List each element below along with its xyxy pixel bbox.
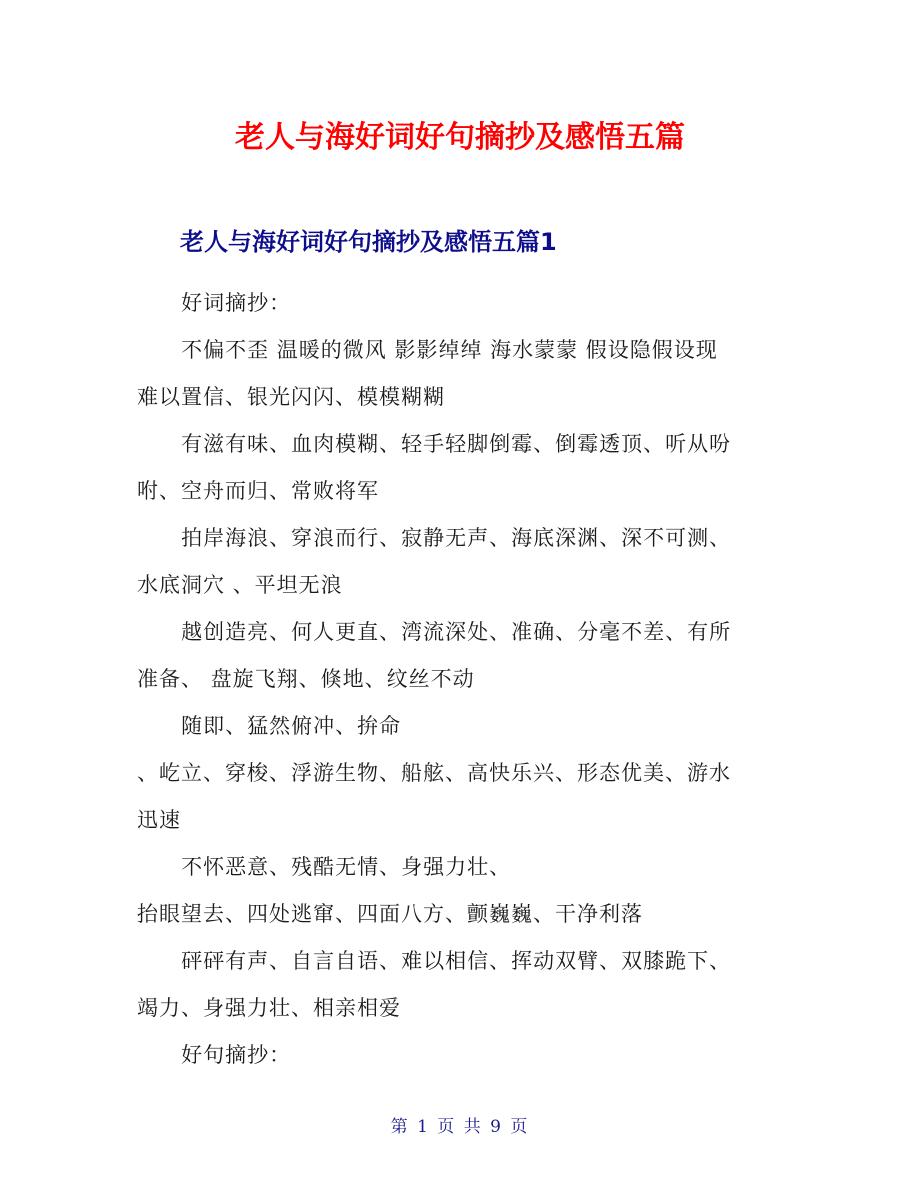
paragraph-line: 准备、 盘旋飞翔、倏地、纹丝不动 [137,667,475,691]
document-body [137,280,787,1079]
paragraph-line: 难以置信、银光闪闪、模模糊糊 [137,385,445,409]
paragraph-line: 咐、空舟而归、常败将军 [137,479,379,503]
paragraph-line: 砰砰有声、自言自语、难以相信、挥动双臂、双膝跪下、 [181,949,732,973]
page-number-footer: 第 1 页 共 9 页 [390,1117,530,1137]
paragraph-line: 好词摘抄： [181,291,292,315]
paragraph-line: 好句摘抄： [181,1043,292,1067]
paragraph-line: 随即、猛然俯冲、拚命 [181,714,402,738]
paragraph-line: 不怀恶意、残酷无情、身强力壮、 [181,855,512,879]
paragraph-line: 抬眼望去、四处逃窜、四面八方、颤巍巍、干净利落 [137,902,643,926]
paragraph-line: 竭力、身强力壮、相亲相爱 [137,996,401,1020]
paragraph-line: 拍岸海浪、穿浪而行、寂静无声、海底深渊、深不可测、 [181,526,732,550]
paragraph-line: 不偏不歪 温暖的微风 影影绰绰 海水蒙蒙 假设隐假设现 [181,338,718,362]
paragraph-line: 越创造亮、何人更直、湾流深处、准确、分毫不差、有所 [181,620,732,644]
paragraph-line: 迅速 [137,808,181,832]
section-heading: 老人与海好词好句摘抄及感悟五篇1 [180,228,557,256]
paragraph-line: 有滋有味、血肉模糊、轻手轻脚倒霉、倒霉透顶、听从吩 [181,432,732,456]
paragraph-line: 水底洞穴 、平坦无浪 [137,573,343,597]
document-title: 老人与海好词好句摘抄及感悟五篇 [235,120,685,155]
paragraph-line: 、屹立、穿梭、浮游生物、船舷、高快乐兴、形态优美、游水 [137,761,731,785]
